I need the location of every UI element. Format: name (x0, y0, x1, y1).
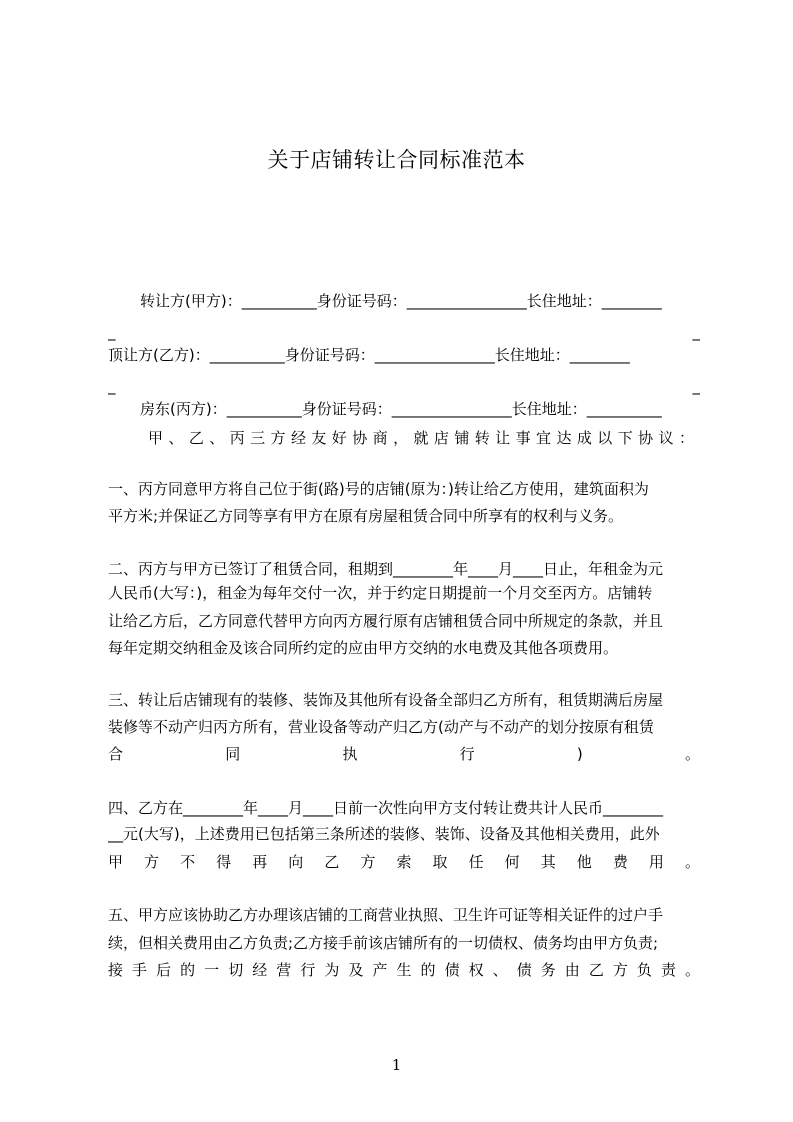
agreement-intro: 甲、乙、丙三方经友好协商，就店铺转让事宜达成以下协议： (148, 429, 694, 447)
clause-1-line-1: 一、丙方同意甲方将自己位于街(路)号的店铺(原为：)转让给乙方使用，建筑面积为 (108, 480, 649, 498)
party-b-tail-left: _ (108, 377, 116, 395)
clause-4-line-2: __元(大写)，上述费用已包括第三条所述的装修、装饰、设备及其他相关费用，此外 (108, 825, 660, 843)
clause-4-line-1: 四、乙方在________年____月____日前一次性向甲方支付转让费共计人民币________ (108, 799, 664, 817)
clause-5-line-1: 五、甲方应该协助乙方办理该店铺的工商营业执照、卫生许可证等相关证件的过户手 (108, 906, 664, 924)
clause-2-line-3: 让给乙方后，乙方同意代替甲方向丙方履行原有店铺租赁合同中所规定的条款，并且 (108, 612, 664, 630)
clause-3-line-2: 装修等不动产归丙方所有，营业设备等动产归乙方(动产与不动产的划分按原有租赁 (108, 718, 654, 736)
clause-1-line-2: 平方米;并保证乙方同等享有甲方在原有房屋租赁合同中所享有的权利与义务。 (108, 507, 624, 525)
clause-3-line-1: 三、转让后店铺现有的装修、装饰及其他所有设备全部归乙方所有，租赁期满后房屋 (108, 691, 664, 709)
clause-4-line-3: 甲方不得再向乙方索取任何其他费用。 (108, 853, 700, 871)
document-title: 关于店铺转让合同标准范本 (267, 148, 526, 172)
party-a-tail-left: _ (108, 323, 116, 341)
clause-5-line-3: 接手后的一切经营行为及产生的债权、债务由乙方负责。 (108, 961, 700, 979)
clause-2-line-2: 人民币(大写：)，租金为每年交付一次，并于约定日期提前一个月交至丙方。店铺转 (108, 584, 653, 602)
page-number: 1 (391, 1056, 402, 1074)
clause-2-line-1: 二、丙方与甲方已签订了租赁合同，租期到________年____月____日止，年租金为元 (108, 560, 664, 578)
clause-5-line-2: 续，但相关费用由乙方负责;乙方接手前该店铺所有的一切债权、债务均由甲方负责; (108, 934, 659, 952)
party-a-line: 转让方(甲方)：__________身份证号码：________________长住地址：________ (140, 292, 662, 310)
party-a-tail-right: _ (692, 323, 700, 341)
party-c-line: 房东(丙方)：__________身份证号码：________________长住地址：__________ (140, 400, 662, 418)
party-b-line: 顶让方(乙方)：__________身份证号码：________________长住地址：________ (108, 346, 630, 364)
clause-3-line-3: 合同执行)。 (108, 745, 700, 763)
party-b-tail-right: _ (692, 377, 700, 395)
clause-2-line-4: 每年定期交纳租金及该合同所约定的应由甲方交纳的水电费及其他各项费用。 (108, 639, 619, 657)
